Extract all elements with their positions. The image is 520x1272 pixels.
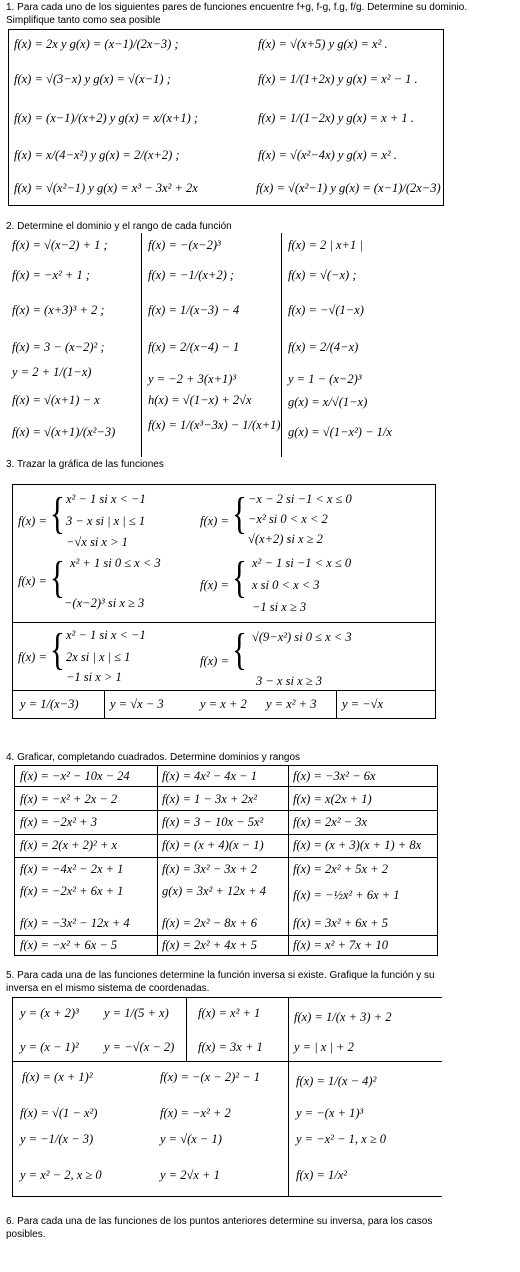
s1-row-4-right: f(x) = √(x²−4x) y g(x) = x² . bbox=[258, 148, 397, 162]
s5-item-17: y = −x² − 1, x ≥ 0 bbox=[296, 1132, 387, 1146]
section-4-title: 4. Graficar, completando cuadrados. Determine dominios y rangos bbox=[6, 752, 301, 763]
s4-r5-c3: f(x) = 2x² + 5x + 2 bbox=[293, 862, 388, 876]
s5-mid bbox=[12, 1061, 442, 1062]
s4-r1-c2: f(x) = 4x² − 4x − 1 bbox=[162, 769, 257, 783]
s5-item-7: f(x) = 3x + 1 bbox=[198, 1040, 263, 1054]
s3-top bbox=[12, 484, 436, 485]
s3-p2-l1: −x − 2 si −1 < x ≤ 0 bbox=[248, 492, 352, 506]
s2-c3-1: f(x) = 2 | x+1 | bbox=[288, 238, 363, 252]
s4-r3-c2: f(x) = 3 − 10x − 5x² bbox=[162, 815, 264, 829]
s4-r8-c3: f(x) = x² + 7x + 10 bbox=[293, 938, 388, 952]
s4-h0 bbox=[14, 765, 438, 766]
s3-bottom bbox=[12, 718, 436, 719]
s3-p4-l1: x² − 1 si −1 < x ≤ 0 bbox=[252, 556, 352, 570]
s4-r7-c3: f(x) = 3x² + 6x + 5 bbox=[293, 916, 388, 930]
s5-item-1: y = (x + 2)³ bbox=[20, 1006, 79, 1020]
s3-p4-l3: −1 si x ≥ 3 bbox=[252, 600, 307, 614]
s5-item-16: y = √(x − 1) bbox=[160, 1132, 222, 1146]
s2-c2-2: f(x) = −1/(x+2) ; bbox=[148, 268, 235, 282]
s2-c1-1: f(x) = √(x−2) + 1 ; bbox=[12, 238, 108, 252]
s4-v3 bbox=[437, 765, 438, 956]
section-1-title: 1. Para cada uno de los siguientes pares de funciones encuentre f+g, f-g, f.g, f/g. Determine su dominio. Simplifique tanto como sea posible bbox=[6, 2, 470, 26]
s5-v1 bbox=[186, 997, 187, 1061]
s3-p2-brace: { bbox=[232, 489, 247, 538]
s2-divider-1 bbox=[141, 233, 142, 457]
s4-r6-c2: g(x) = 3x² + 12x + 4 bbox=[162, 884, 267, 898]
s3-mid bbox=[12, 622, 436, 623]
s4-h5 bbox=[14, 935, 438, 936]
s3-last-4: y = x² + 3 bbox=[266, 697, 317, 711]
table-1-right bbox=[443, 29, 444, 206]
s1-row-5-left: f(x) = √(x²−1) y g(x) = x³ − 3x² + 2x bbox=[14, 181, 198, 195]
section-6-title: 6. Para cada una de las funciones de los puntos anteriores determine su inversa, para los casos posibles. bbox=[6, 1216, 436, 1240]
s3-p1-l3: −√x si x > 1 bbox=[66, 535, 128, 549]
s5-top bbox=[12, 997, 442, 998]
s5-item-3: f(x) = x² + 1 bbox=[198, 1006, 261, 1020]
s4-r5-c2: f(x) = 3x² − 3x + 2 bbox=[162, 862, 257, 876]
s4-r8-c1: f(x) = −x² + 6x − 5 bbox=[20, 938, 118, 952]
s5-item-4: f(x) = 1/(x + 3) + 2 bbox=[294, 1010, 392, 1024]
s1-row-2-left: f(x) = √(3−x) y g(x) = √(x−1) ; bbox=[14, 72, 171, 86]
s3-p2-l2: −x² si 0 < x < 2 bbox=[248, 512, 328, 526]
table-1-left bbox=[8, 29, 9, 206]
s2-c1-3: f(x) = (x+3)³ + 2 ; bbox=[12, 303, 105, 317]
s1-row-1-right: f(x) = √(x+5) y g(x) = x² . bbox=[258, 37, 388, 51]
s3-p6-fx: f(x) = bbox=[200, 654, 229, 668]
s4-r6-c1: f(x) = −2x² + 6x + 1 bbox=[20, 884, 124, 898]
s2-c1-4: f(x) = 3 − (x−2)² ; bbox=[12, 340, 105, 354]
s3-p1-fx: f(x) = bbox=[18, 514, 47, 528]
s4-r4-c1: f(x) = 2(x + 2)² + x bbox=[20, 838, 118, 852]
s2-c2-6: h(x) = √(1−x) + 2√x bbox=[148, 393, 252, 407]
s4-h4 bbox=[14, 857, 438, 858]
s3-last-div-2 bbox=[336, 690, 337, 718]
s4-v1 bbox=[157, 765, 158, 956]
s3-p2-fx: f(x) = bbox=[200, 514, 229, 528]
s4-r4-c3: f(x) = (x + 3)(x + 1) + 8x bbox=[293, 838, 422, 852]
table-1-bottom bbox=[8, 205, 444, 206]
s2-divider-2 bbox=[281, 233, 282, 457]
s3-p4-l2: x si 0 < x < 3 bbox=[252, 578, 320, 592]
section-5-title: 5. Para cada una de las funciones determine la función inversa si existe. Grafique la función y su inversa en el mismo sistema de coordenadas. bbox=[6, 970, 438, 994]
s4-r3-c1: f(x) = −2x² + 3 bbox=[20, 815, 97, 829]
s3-p2-l3: √(x+2) si x ≥ 2 bbox=[248, 532, 323, 546]
s5-item-19: y = 2√x + 1 bbox=[160, 1168, 220, 1182]
s2-c3-6: g(x) = x/√(1−x) bbox=[288, 395, 368, 409]
s4-h6 bbox=[14, 955, 438, 956]
s5-item-20: f(x) = 1/x² bbox=[296, 1168, 348, 1182]
s4-r7-c2: f(x) = 2x² − 8x + 6 bbox=[162, 916, 257, 930]
s4-r7-c1: f(x) = −3x² − 12x + 4 bbox=[20, 916, 130, 930]
s5-v2 bbox=[288, 997, 289, 1197]
s4-h1 bbox=[14, 786, 438, 787]
s3-p1-brace: { bbox=[50, 489, 65, 538]
s3-last-2: y = √x − 3 bbox=[110, 697, 164, 711]
s5-item-5: y = (x − 1)² bbox=[20, 1040, 79, 1054]
s5-item-18: y = x² − 2, x ≥ 0 bbox=[20, 1168, 102, 1182]
s3-right bbox=[435, 484, 436, 719]
s5-item-14: y = −(x + 1)³ bbox=[296, 1106, 364, 1120]
s5-item-12: f(x) = √(1 − x²) bbox=[20, 1106, 98, 1120]
section-2-title: 2. Determine el dominio y el rango de cada función bbox=[6, 221, 232, 232]
s2-c1-5: y = 2 + 1/(1−x) bbox=[12, 365, 92, 379]
s4-h3 bbox=[14, 834, 438, 835]
s5-item-10: f(x) = −(x − 2)² − 1 bbox=[160, 1070, 260, 1084]
s1-row-3-left: f(x) = (x−1)/(x+2) y g(x) = x/(x+1) ; bbox=[14, 111, 199, 125]
s3-left bbox=[12, 484, 13, 719]
s3-p3-l1: x² + 1 si 0 ≤ x < 3 bbox=[70, 556, 161, 570]
s4-r6-c3: f(x) = −½x² + 6x + 1 bbox=[293, 888, 400, 902]
s5-item-2: y = 1/(5 + x) bbox=[104, 1006, 169, 1020]
s3-p6-l1: √(9−x²) si 0 ≤ x < 3 bbox=[252, 630, 352, 644]
s2-c3-3: f(x) = −√(1−x) bbox=[288, 303, 364, 317]
s5-item-6: y = −√(x − 2) bbox=[104, 1040, 175, 1054]
s4-r8-c2: f(x) = 2x² + 4x + 5 bbox=[162, 938, 257, 952]
s2-c1-7: f(x) = √(x+1)/(x²−3) bbox=[12, 425, 116, 439]
s1-row-4-left: f(x) = x/(4−x²) y g(x) = 2/(x+2) ; bbox=[14, 148, 180, 162]
s4-r2-c2: f(x) = 1 − 3x + 2x² bbox=[162, 792, 257, 806]
s4-r4-c2: f(x) = (x + 4)(x − 1) bbox=[162, 838, 264, 852]
s4-r2-c3: f(x) = x(2x + 1) bbox=[293, 792, 372, 806]
s2-c2-5: y = −2 + 3(x+1)³ bbox=[148, 372, 237, 386]
s4-r1-c3: f(x) = −3x² − 6x bbox=[293, 769, 376, 783]
s5-item-15: y = −1/(x − 3) bbox=[20, 1132, 94, 1146]
s1-row-2-right: f(x) = 1/(1+2x) y g(x) = x² − 1 . bbox=[258, 72, 418, 86]
s4-r5-c1: f(x) = −4x² − 2x + 1 bbox=[20, 862, 124, 876]
s1-row-5-right: f(x) = √(x²−1) y g(x) = (x−1)/(2x−3) bbox=[256, 181, 441, 195]
s3-p4-fx: f(x) = bbox=[200, 578, 229, 592]
table-1-top bbox=[8, 29, 444, 30]
s5-item-13: f(x) = −x² + 2 bbox=[160, 1106, 231, 1120]
s2-c3-2: f(x) = √(−x) ; bbox=[288, 268, 357, 282]
s3-last-3: y = x + 2 bbox=[200, 697, 247, 711]
s2-c2-4: f(x) = 2/(x−4) − 1 bbox=[148, 340, 240, 354]
s5-item-9: f(x) = (x + 1)² bbox=[22, 1070, 93, 1084]
s4-r1-c1: f(x) = −x² − 10x − 24 bbox=[20, 769, 130, 783]
s2-c1-6: f(x) = √(x+1) − x bbox=[12, 393, 100, 407]
s5-item-8: y = | x | + 2 bbox=[294, 1040, 354, 1054]
s3-p3-brace: { bbox=[50, 553, 65, 602]
s2-c1-2: f(x) = −x² + 1 ; bbox=[12, 268, 90, 282]
s3-p3-fx: f(x) = bbox=[18, 574, 47, 588]
s3-p3-l2: −(x−2)³ si x ≥ 3 bbox=[64, 596, 145, 610]
s5-bottom bbox=[12, 1196, 442, 1197]
s4-v0 bbox=[14, 765, 15, 956]
s4-h2 bbox=[14, 810, 438, 811]
s2-c3-5: y = 1 − (x−2)³ bbox=[288, 372, 362, 386]
s3-p4-brace: { bbox=[232, 553, 247, 602]
s3-p6-brace: { bbox=[232, 625, 247, 674]
s2-c3-7: g(x) = √(1−x²) − 1/x bbox=[288, 425, 392, 439]
s3-p5-l2: 2x si | x | ≤ 1 bbox=[66, 650, 131, 664]
s1-row-3-right: f(x) = 1/(1−2x) y g(x) = x + 1 . bbox=[258, 111, 414, 125]
s4-v2 bbox=[288, 765, 289, 956]
s3-p1-l1: x² − 1 si x < −1 bbox=[66, 492, 146, 506]
s2-c3-4: f(x) = 2/(4−x) bbox=[288, 340, 359, 354]
s5-item-11: f(x) = 1/(x − 4)² bbox=[296, 1074, 377, 1088]
s2-c2-3: f(x) = 1/(x−3) − 4 bbox=[148, 303, 240, 317]
s3-p5-fx: f(x) = bbox=[18, 650, 47, 664]
s5-left bbox=[12, 997, 13, 1197]
s3-p5-brace: { bbox=[50, 625, 65, 674]
s2-c2-7: f(x) = 1/(x³−3x) − 1/(x+1) bbox=[148, 418, 281, 432]
s2-c2-1: f(x) = −(x−2)³ bbox=[148, 238, 221, 252]
s3-row-top bbox=[12, 690, 436, 691]
s4-r3-c3: f(x) = 2x² − 3x bbox=[293, 815, 368, 829]
s3-p1-l2: 3 − x si | x | ≤ 1 bbox=[66, 514, 146, 528]
s3-last-1: y = 1/(x−3) bbox=[20, 697, 79, 711]
s3-last-div-1 bbox=[104, 690, 105, 718]
section-3-title: 3. Trazar la gráfica de las funciones bbox=[6, 459, 164, 470]
s4-r2-c1: f(x) = −x² + 2x − 2 bbox=[20, 792, 118, 806]
s3-p5-l3: −1 si x > 1 bbox=[66, 670, 122, 684]
s3-last-5: y = −√x bbox=[342, 697, 384, 711]
s1-row-1-left: f(x) = 2x y g(x) = (x−1)/(2x−3) ; bbox=[14, 37, 179, 51]
s3-p6-l2: 3 − x si x ≥ 3 bbox=[256, 674, 322, 688]
s3-p5-l1: x² − 1 si x < −1 bbox=[66, 628, 146, 642]
